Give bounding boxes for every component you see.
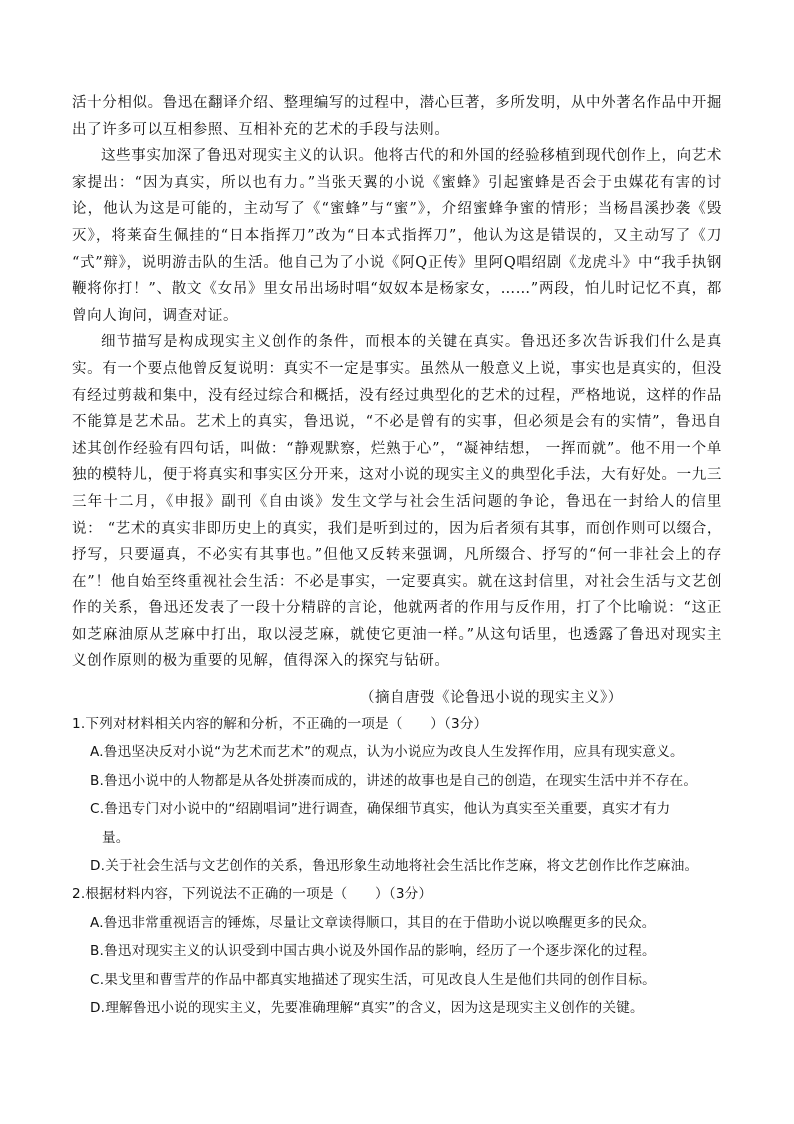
- question-1-option-c-continued: 量。: [102, 829, 130, 846]
- passage-paragraph-3: 细节描写是构成现实主义创作的条件，而根本的关键在真实。鲁迅还多次告诉我们什么是真实。有一个要点他曾反复说明：真实不一定是事实。虽然从一般意义上说，事实也是真实的，但没有经过剪裁和集中，没有经过综合和概括，没有经过典型化的艺术的过程，严格地说，这样的作品不能算是艺术品。艺术上的真实，鲁迅说，“不必是曾有的实事，但必须是会有的实情”，鲁迅自述其创作经验有四句话，叫做：“静观默察，烂熟于心”，“凝神结想， 一挥而就”。他不用一个单独的模特儿，便于将真实和事实区分开来，这对小说的现实主义的典型化手法，大有好处。一九三三年十二月，《申报》副刊《自由谈》发生文学与社会生活问题的争论，鲁迅在一封给人的信里说： “艺术的真实非即历史上的真实，我们是听到过的，因为后者须有其事，而创作则可以缀合，抒写，只要逼真，不必实有其事也。”但他又反转来强调，凡所缀合、抒写的“何一非社会上的存在”！他自始至终重视社会生活：不必是事实，一定要真实。就在这封信里，对社会生活与文艺创作的关系，鲁迅还发表了一段十分精辟的言论，他就两者的作用与反作用，打了个比喻说：“这正如芝麻油原从芝麻中打出，取以浸芝麻，就使它更油一样。”从这句话里，也透露了鲁迅对现实主义创作原则的极为重要的见解，值得深入的探究与钻研。: [72, 334, 722, 670]
- passage-paragraph-2: 这些事实加深了鲁迅对现实主义的认识。他将古代的和外国的经验移植到现代创作上，向艺术家提出：“因为真实，所以也有力。”当张天翼的小说《蜜蜂》引起蜜蜂是否会于虫媒花有害的讨论，他认为这是可能的，主动写了《“蜜蜂”与“蜜”》，介绍蜜蜂争蜜的情形；当杨昌溪抄袭《毁灭》，将莱奋生佩挂的“日本指挥刀”改为“日本式指挥刀”，他认为这是错误的，又主动写了《刀 “式”辩》，说明游击队的生活。他自己为了小说《阿Q正传》里阿Q唱绍剧《龙虎斗》中“我手执钢鞭将你打！”、散文《女吊》里女吊出场时唱“奴奴本是杨家女，……”两段，怕儿时记忆不真，都曾向人询问，调查对证。: [72, 148, 722, 324]
- question-1-option-a[interactable]: A.鲁迅坚决反对小说“为艺术而艺术”的观点，认为小说应为改良人生发挥作用，应具有现实意义。: [90, 744, 684, 761]
- question-1-option-d[interactable]: D.关于社会生活与文艺创作的关系，鲁迅形象生动地将社会生活比作芝麻，将文艺创作比作芝麻油。: [90, 858, 699, 875]
- question-2-stem: 2.根据材料内容，下列说法不正确的一项是（ ）（3分）: [72, 886, 433, 903]
- question-1-stem: 1.下列对材料相关内容的解和分析，不正确的一项是（ ）（3分）: [72, 716, 488, 732]
- question-2-option-c[interactable]: C.果戈里和曹雪芹的作品中都真实地描述了现实生活，可见改良人生是他们共同的创作目标。: [90, 971, 656, 988]
- question-2-option-a[interactable]: A.鲁迅非常重视语言的锤炼，尽量让文章读得顺口，其目的在于借助小说以唤醒更多的民众。: [90, 914, 656, 931]
- question-1: [72, 710, 732, 880]
- question-section: [72, 710, 732, 1022]
- question-2-option-b[interactable]: B.鲁迅对现实主义的认识受到中国古典小说及外国作品的影响，经历了一个逐步深化的过程。: [90, 943, 656, 960]
- passage-paragraph-1: 活十分相似。鲁迅在翻译介绍、整理编写的过程中，潜心巨著，多所发明，从中外著名作品中开掘出了许多可以互相参照、互相补充的艺术的手段与法则。: [72, 95, 722, 138]
- passage-source: （摘自唐弢《论鲁迅小说的现实主义》）: [360, 690, 623, 706]
- question-2: [72, 880, 732, 1022]
- question-2-option-d[interactable]: D.理解鲁迅小说的现实主义，先要准确理解“真实”的含义，因为这是现实主义创作的关键。: [90, 1000, 644, 1017]
- question-1-option-c[interactable]: C.鲁迅专门对小说中的“绍剧唱词”进行调查，确保细节真实，他认为真实至关重要，真实才有力: [90, 801, 671, 818]
- question-1-option-b[interactable]: B.鲁迅小说中的人物都是从各处拼凑而成的，讲述的故事也是自己的创造，在现实生活中并不存在。: [90, 772, 698, 789]
- reading-passage: [72, 90, 722, 675]
